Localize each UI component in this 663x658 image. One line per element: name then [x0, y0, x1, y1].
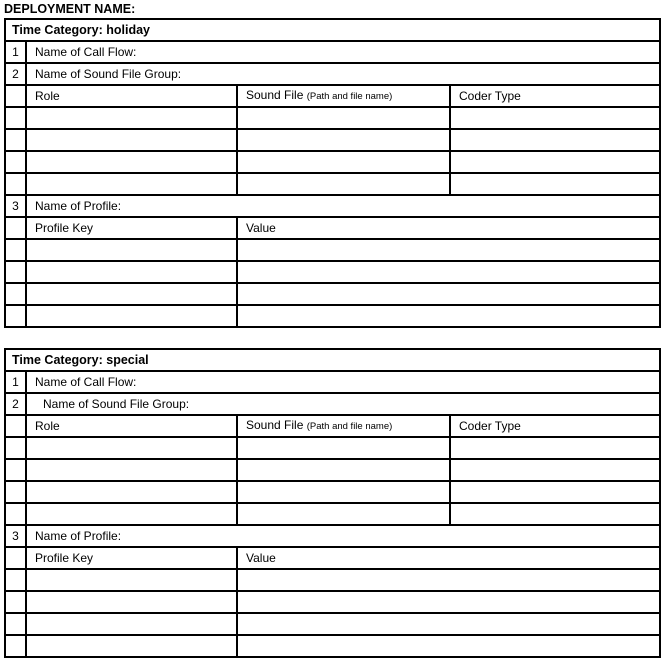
sound-file-cell — [237, 151, 450, 173]
sound-empty-row — [5, 481, 660, 503]
profile-empty-row — [5, 261, 660, 283]
role-cell — [26, 173, 237, 195]
sound-file-cell — [237, 437, 450, 459]
sound-file-cell — [237, 503, 450, 525]
coder-type-header: Coder Type — [450, 415, 660, 437]
value-cell — [237, 261, 660, 283]
profile-label: Name of Profile: — [26, 525, 660, 547]
profile-row — [5, 525, 660, 547]
empty-number-cell — [5, 503, 26, 525]
holiday-section-table — [4, 18, 661, 328]
profile-key-header: Profile Key — [26, 547, 237, 569]
value-cell — [237, 635, 660, 657]
sound-empty-row — [5, 173, 660, 195]
section-title-row — [5, 349, 660, 371]
row-number: 2 — [5, 63, 26, 85]
profile-empty-row — [5, 239, 660, 261]
empty-number-cell — [5, 239, 26, 261]
profile-key-cell — [26, 283, 237, 305]
special-section-table — [4, 348, 661, 658]
empty-number-cell — [5, 217, 26, 239]
role-cell — [26, 107, 237, 129]
role-cell — [26, 503, 237, 525]
sound-file-header — [237, 85, 450, 107]
profile-label: Name of Profile: — [26, 195, 660, 217]
sound-file-cell — [237, 107, 450, 129]
role-header: Role — [26, 85, 237, 107]
value-cell — [237, 239, 660, 261]
profile-table-header-row — [5, 547, 660, 569]
coder-type-cell — [450, 481, 660, 503]
profile-empty-row — [5, 591, 660, 613]
sound-file-header-label: Sound File — [246, 88, 304, 102]
sound-empty-row — [5, 151, 660, 173]
empty-number-cell — [5, 305, 26, 327]
call-flow-label: Name of Call Flow: — [26, 41, 660, 63]
empty-number-cell — [5, 129, 26, 151]
call-flow-row — [5, 371, 660, 393]
row-number: 1 — [5, 41, 26, 63]
value-cell — [237, 613, 660, 635]
deployment-name-label: DEPLOYMENT NAME: — [4, 2, 136, 16]
profile-key-cell — [26, 261, 237, 283]
empty-number-cell — [5, 569, 26, 591]
sound-group-label: Name of Sound File Group: — [26, 63, 660, 85]
coder-type-cell — [450, 129, 660, 151]
row-number: 3 — [5, 525, 26, 547]
value-header: Value — [237, 547, 660, 569]
sound-file-cell — [237, 173, 450, 195]
profile-key-cell — [26, 305, 237, 327]
sound-file-cell — [237, 481, 450, 503]
sound-group-label: Name of Sound File Group: — [26, 393, 660, 415]
empty-number-cell — [5, 481, 26, 503]
call-flow-row — [5, 41, 660, 63]
coder-type-cell — [450, 459, 660, 481]
section-title: Time Category: special — [5, 349, 660, 371]
sound-empty-row — [5, 129, 660, 151]
sound-file-header — [237, 415, 450, 437]
coder-type-cell — [450, 151, 660, 173]
profile-empty-row — [5, 613, 660, 635]
profile-empty-row — [5, 635, 660, 657]
sound-empty-row — [5, 107, 660, 129]
sound-table-header-row — [5, 85, 660, 107]
sound-group-row — [5, 393, 660, 415]
profile-empty-row — [5, 569, 660, 591]
value-cell — [237, 569, 660, 591]
empty-number-cell — [5, 107, 26, 129]
profile-empty-row — [5, 305, 660, 327]
profile-table-header-row — [5, 217, 660, 239]
role-cell — [26, 481, 237, 503]
empty-number-cell — [5, 635, 26, 657]
profile-empty-row — [5, 283, 660, 305]
sound-empty-row — [5, 459, 660, 481]
value-cell — [237, 305, 660, 327]
profile-key-cell — [26, 591, 237, 613]
coder-type-header: Coder Type — [450, 85, 660, 107]
role-header: Role — [26, 415, 237, 437]
row-number: 2 — [5, 393, 26, 415]
row-number: 1 — [5, 371, 26, 393]
empty-number-cell — [5, 591, 26, 613]
coder-type-cell — [450, 437, 660, 459]
role-cell — [26, 151, 237, 173]
value-cell — [237, 591, 660, 613]
empty-number-cell — [5, 283, 26, 305]
empty-number-cell — [5, 415, 26, 437]
sound-empty-row — [5, 437, 660, 459]
section-title-row — [5, 19, 660, 41]
role-cell — [26, 437, 237, 459]
role-cell — [26, 459, 237, 481]
sound-group-row — [5, 63, 660, 85]
profile-key-cell — [26, 239, 237, 261]
sound-empty-row — [5, 503, 660, 525]
coder-type-cell — [450, 173, 660, 195]
sound-file-cell — [237, 129, 450, 151]
empty-number-cell — [5, 261, 26, 283]
row-number: 3 — [5, 195, 26, 217]
profile-key-header: Profile Key — [26, 217, 237, 239]
empty-number-cell — [5, 173, 26, 195]
profile-key-cell — [26, 635, 237, 657]
sound-file-header-label: Sound File — [246, 418, 304, 432]
coder-type-cell — [450, 503, 660, 525]
sound-file-cell — [237, 459, 450, 481]
sound-file-header-note: (Path and file name) — [306, 421, 393, 432]
coder-type-cell — [450, 107, 660, 129]
empty-number-cell — [5, 85, 26, 107]
section-title: Time Category: holiday — [5, 19, 660, 41]
role-cell — [26, 129, 237, 151]
empty-number-cell — [5, 437, 26, 459]
empty-number-cell — [5, 547, 26, 569]
value-cell — [237, 283, 660, 305]
profile-row — [5, 195, 660, 217]
empty-number-cell — [5, 613, 26, 635]
call-flow-label: Name of Call Flow: — [26, 371, 660, 393]
value-header: Value — [237, 217, 660, 239]
profile-key-cell — [26, 613, 237, 635]
profile-key-cell — [26, 569, 237, 591]
empty-number-cell — [5, 151, 26, 173]
empty-number-cell — [5, 459, 26, 481]
sound-table-header-row — [5, 415, 660, 437]
sound-file-header-note: (Path and file name) — [306, 91, 393, 102]
